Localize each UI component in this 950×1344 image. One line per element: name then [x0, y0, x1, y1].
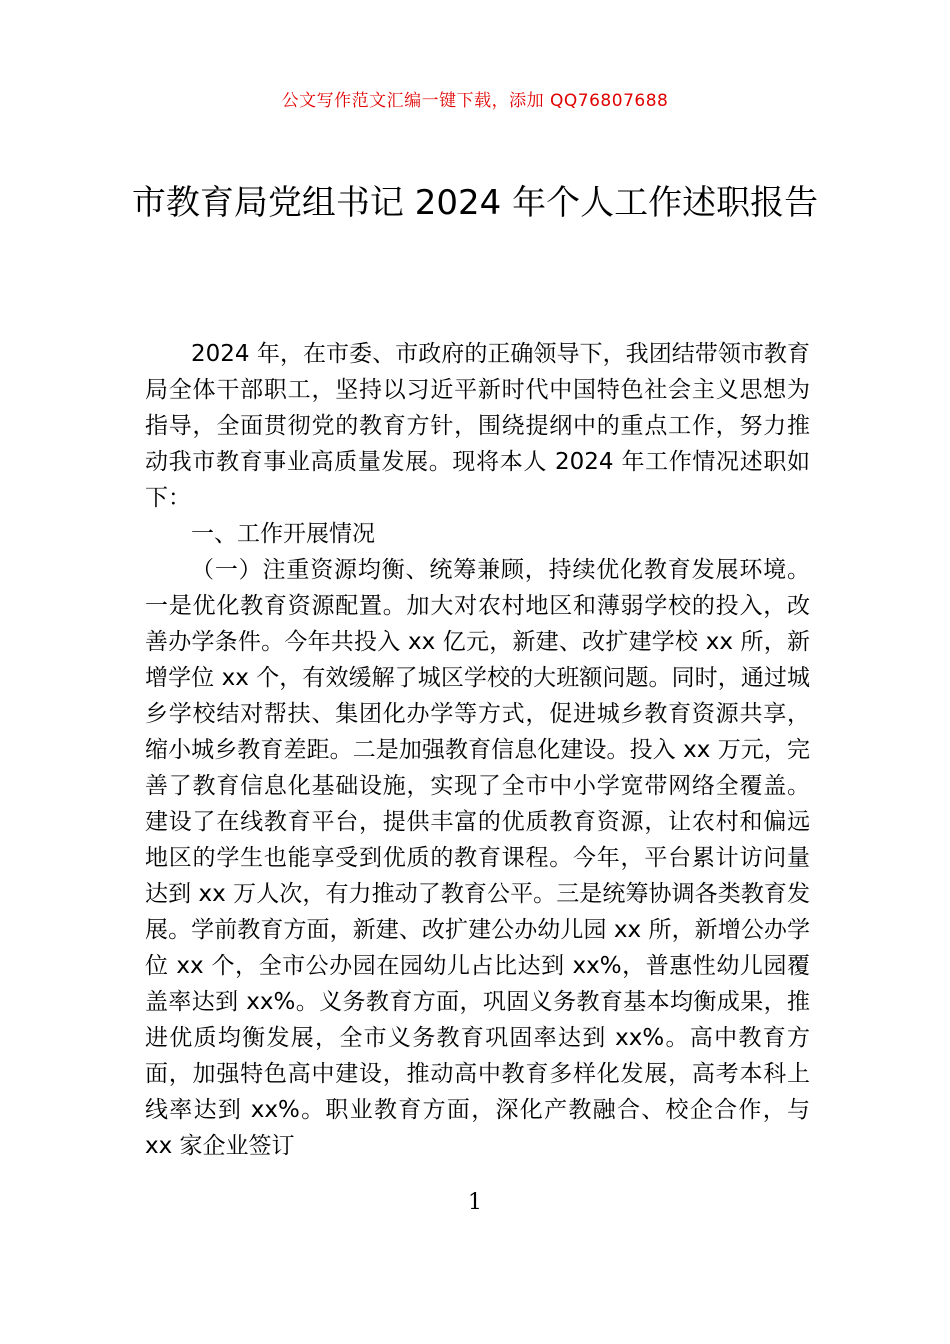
page-number: 1: [468, 1190, 482, 1215]
document-title: 市教育局党组书记 2024 年个人工作述职报告: [131, 183, 819, 223]
section-heading: 一、工作开展情况: [191, 521, 375, 547]
intro-paragraph: 2024 年，在市委、市政府的正确领导下，我团结带领市教育局全体干部职工，坚持以习近平新时代中国特色社会主义思想为指导，全面贯彻党的教育方针，围绕提纲中的重点工作，努力推动我市教育事业高质量发展。现将本人 2024 年工作情况述职如下：: [145, 341, 810, 511]
body-paragraph: （一）注重资源均衡、统筹兼顾，持续优化教育发展环境。一是优化教育资源配置。加大对农村地区和薄弱学校的投入，改善办学条件。今年共投入 xx 亿元，新建、改扩建学校 xx 所，新增学位 xx 个，有效缓解了城区学校的大班额问题。同时，通过城乡学校结对帮扶、集团化办学等方式，促进城乡教育资源共享，缩小城乡教育差距。二是加强教育信息化建设。投入 xx 万元，完善了教育信息化基础设施，实现了全市中小学宽带网络全覆盖。建设了在线教育平台，提供丰富的优质教育资源，让农村和偏远地区的学生也能享受到优质的教育课程。今年，平台累计访问量达到 xx 万人次，有力推动了教育公平。三是统筹协调各类教育发展。学前教育方面，新建、改扩建公办幼儿园 xx 所，新增公办学位 xx 个，全市公办园在园幼儿占比达到 xx%，普惠性幼儿园覆盖率达到 xx%。义务教育方面，巩固义务教育基本均衡成果，推进优质均衡发展，全市义务教育巩固率达到 xx%。高中教育方面，加强特色高中建设，推动高中教育多样化发展，高考本科上线率达到 xx%。职业教育方面，深化产教融合、校企合作，与 xx 家企业签订: [145, 557, 810, 1159]
download-note: 公文写作范文汇编一键下载，添加 QQ76807688: [281, 91, 669, 111]
document-body: [145, 336, 810, 1164]
